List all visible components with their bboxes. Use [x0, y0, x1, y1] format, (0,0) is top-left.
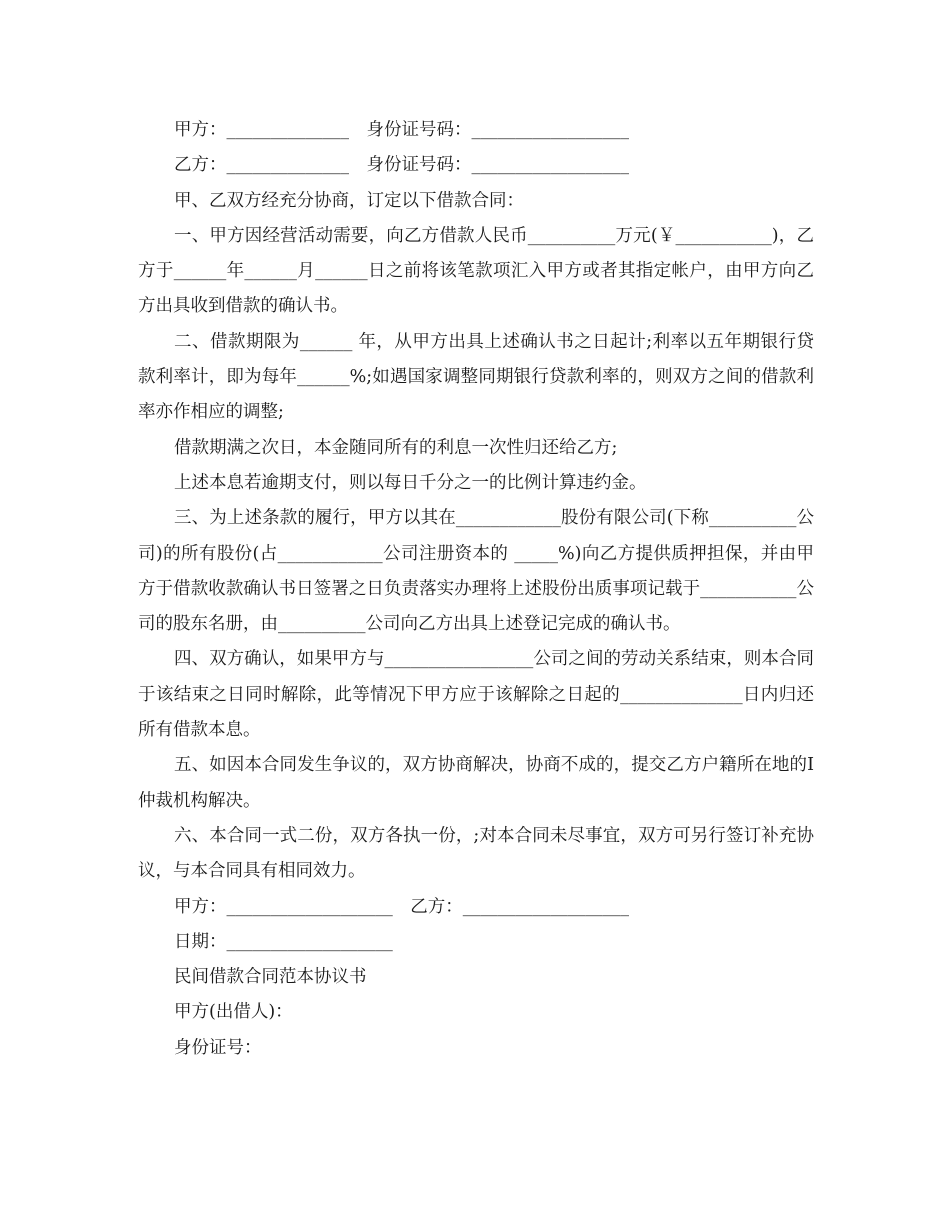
party-a-line: 甲方：______________ 身份证号码：__________________: [174, 120, 629, 140]
clause-1: 一、甲方因经营活动需要，向乙方借款人民币__________万元(￥___________)，乙方于______年______月______日之前将该笔款项汇入甲方或者其指定帐户，由甲方向乙方出具收到借款的确认书。: [138, 225, 814, 317]
clause-2: 二、借款期限为______ 年，从甲方出具上述确认书之日起计;利率以五年期银行贷款利率计，即为每年______%;如遇国家调整同期银行贷款利率的，则双方之间的借款利率亦作相应的调整;: [138, 331, 814, 423]
party-b-line: 乙方：______________ 身份证号码：__________________: [174, 155, 629, 176]
intro-line: 甲、乙双方经充分协商，订定以下借款合同：: [174, 190, 524, 211]
clause-5: 五、如因本合同发生争议的，双方协商解决，协商不成的，提交乙方户籍所在地的I仲裁机构解决。: [138, 755, 814, 811]
clause-6: 六、本合同一式二份，双方各执一份，;对本合同未尽事宜，双方可另行签订补充协议，与本合同具有相同效力。: [138, 825, 814, 882]
next-doc-title: 民间借款合同范本协议书: [174, 967, 367, 988]
clause-2-penalty: 上述本息若逾期支付，则以每日千分之一的比例计算违约金。: [174, 472, 647, 493]
next-doc-lender: 甲方(出借人)：: [174, 1002, 293, 1023]
clause-3: 三、为上述条款的履行，甲方以其在____________股份有限公司(下称__________公司)的所有股份(占____________公司注册资本的 _____%)向乙方提供质押担保，并由甲方于借款收款确认书日签署之日负责落实办理将上述股份出质事项记载于___________公司的股东名册，由__________公司向乙方出具上述登记完成的确认书。: [138, 508, 814, 635]
clause-2-repayment: 借款期满之次日，本金随同所有的利息一次性归还给乙方;: [174, 437, 618, 458]
signature-parties-line: 甲方：___________________ 乙方：___________________: [174, 896, 629, 917]
clause-4: 四、双方确认，如果甲方与_________________公司之间的劳动关系结束，则本合同于该结束之日同时解除，此等情况下甲方应于该解除之日起的______________日内归还所有借款本息。: [138, 649, 814, 741]
next-doc-id-number: 身份证号：: [174, 1037, 262, 1058]
signature-date-line: 日期：___________________: [174, 931, 393, 952]
contract-page: [138, 113, 814, 1066]
